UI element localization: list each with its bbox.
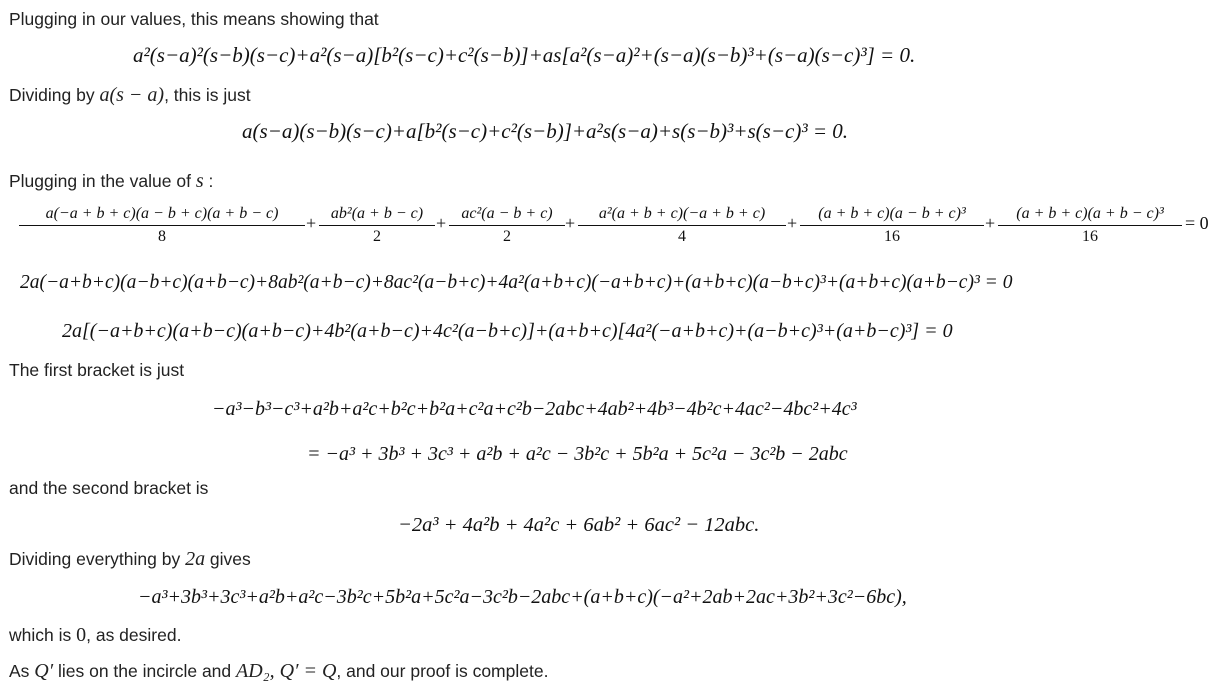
fraction-6: [998, 203, 1182, 248]
which-prefix: which is: [9, 625, 77, 645]
fraction-6-numerator: (a + b + c)(a + b − c)³: [998, 203, 1182, 226]
equation-2: a(s−a)(s−b)(s−c)+a[b²(s−c)+c²(s−b)]+a²s(s−a)+s(s−b)³+s(s−c)³ = 0.: [242, 119, 849, 143]
plug-s-text: [9, 170, 213, 192]
fraction-4: [578, 203, 786, 248]
fraction-4-denominator: 4: [678, 228, 686, 245]
dividing-text: [9, 84, 251, 106]
equals-zero: = 0: [1185, 213, 1209, 233]
final-part-1: As: [9, 661, 35, 681]
divide-all-suffix: gives: [205, 549, 251, 569]
dividing-math: a(s − a): [99, 84, 165, 106]
equation-6: −a³−b³−c³+a²b+a²c+b²c+b²a+c²a+c²b−2abc+4ab²+4b³−4b²c+4ac²−4bc²+4c³: [212, 398, 857, 420]
fraction-2-numerator: ab²(a + b − c): [319, 203, 435, 226]
fraction-equation: [19, 203, 1217, 253]
which-suffix: , as desired.: [86, 625, 182, 645]
fraction-1-numerator: a(−a + b + c)(a − b + c)(a + b − c): [19, 203, 305, 226]
final-math-2: AD₂, Q′ = Q: [236, 660, 337, 682]
fraction-1: [19, 203, 305, 248]
plus-operator: +: [787, 213, 798, 233]
divide-all-math: 2a: [185, 548, 206, 570]
first-bracket-text: The first bracket is just: [9, 360, 185, 380]
divide-all-text: [9, 548, 251, 570]
equation-5: 2a[(−a+b+c)(a+b−c)(a+b−c)+4b²(a+b−c)+4c²(a−b+c)]+(a+b+c)[4a²(−a+b+c)+(a−b+c)³+(a+b−c)³] = 0: [62, 320, 953, 342]
plus-operator: +: [985, 213, 996, 233]
equation-8: −2a³ + 4a²b + 4a²c + 6ab² + 6ac² − 12abc.: [398, 514, 760, 536]
which-is-text: [9, 624, 181, 646]
final-math-1: Q′: [34, 660, 54, 682]
divide-all-prefix: Dividing everything by: [9, 549, 186, 569]
plug-s-math: s: [195, 170, 204, 192]
fraction-5-denominator: 16: [884, 228, 900, 245]
final-part-2: lies on the incircle and: [53, 661, 237, 681]
final-text: [9, 660, 548, 682]
which-math: 0: [76, 624, 87, 646]
fraction-5-numerator: (a + b + c)(a − b + c)³: [800, 203, 984, 226]
fraction-5: [800, 203, 984, 248]
plug-s-suffix: :: [203, 171, 214, 191]
plus-operator: +: [436, 213, 447, 233]
equation-9: −a³+3b³+3c³+a²b+a²c−3b²c+5b²a+5c²a−3c²b−2abc+(a+b+c)(−a²+2ab+2ac+3b²+3c²−6bc),: [138, 586, 907, 608]
plug-s-prefix: Plugging in the value of: [9, 171, 196, 191]
fraction-6-denominator: 16: [1082, 228, 1098, 245]
equation-4: 2a(−a+b+c)(a−b+c)(a+b−c)+8ab²(a+b−c)+8ac²(a−b+c)+4a²(a+b+c)(−a+b+c)+(a+b+c)(a−b+c)³+(a+b+c)(a+b−c)³ = 0: [20, 272, 1013, 293]
equation-1: a²(s−a)²(s−b)(s−c)+a²(s−a)[b²(s−c)+c²(s−b)]+as[a²(s−a)²+(s−a)(s−b)³+(s−a)(s−c)³] = 0.: [133, 43, 916, 67]
plus-operator: +: [565, 213, 576, 233]
equation-7: = −a³ + 3b³ + 3c³ + a²b + a²c − 3b²c + 5b²a + 5c²a − 3c²b − 2abc: [307, 443, 848, 465]
fraction-3: [449, 203, 565, 248]
fraction-2: [319, 203, 435, 248]
final-part-3: , and our proof is complete.: [336, 661, 549, 681]
dividing-prefix: Dividing by: [9, 85, 100, 105]
fraction-2-denominator: 2: [373, 228, 381, 245]
dividing-suffix: , this is just: [164, 85, 251, 105]
fraction-3-denominator: 2: [503, 228, 511, 245]
intro-text: Plugging in our values, this means showing that: [9, 9, 379, 29]
fraction-3-numerator: ac²(a − b + c): [449, 203, 565, 226]
plus-operator: +: [306, 213, 317, 233]
second-bracket-text: and the second bracket is: [9, 478, 209, 498]
fraction-4-numerator: a²(a + b + c)(−a + b + c): [578, 203, 786, 226]
fraction-1-denominator: 8: [158, 228, 166, 245]
